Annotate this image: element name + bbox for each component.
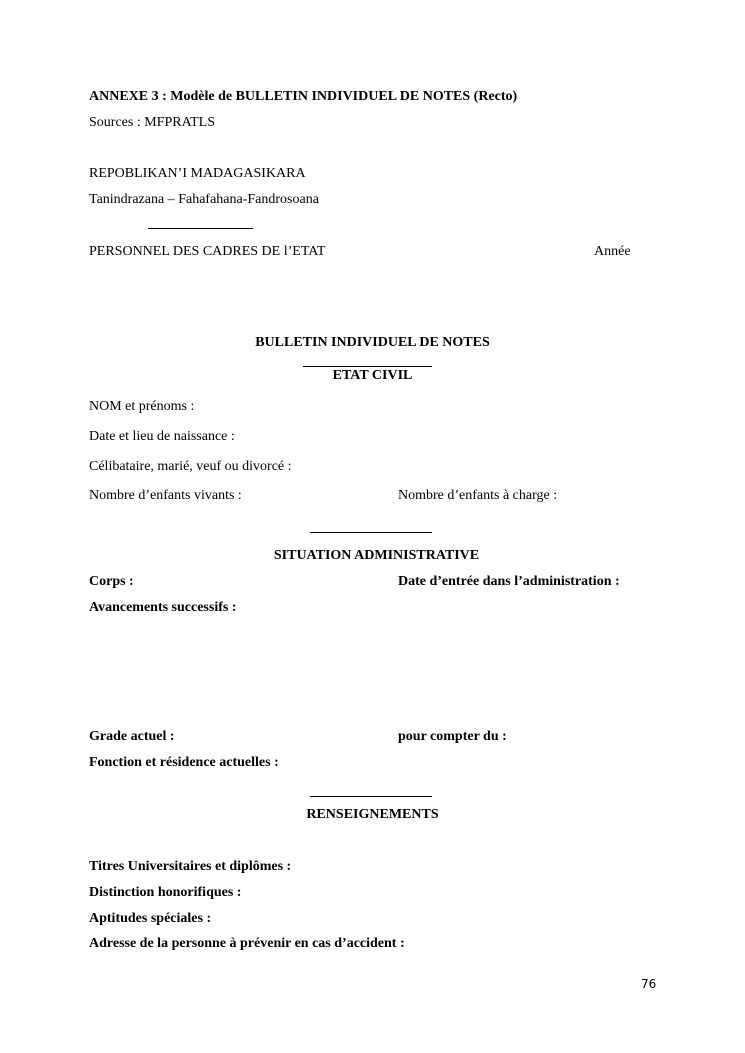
annex-title: ANNEXE 3 : Modèle de BULLETIN INDIVIDUEL DE NOTES (Recto) xyxy=(89,89,518,104)
marital-status-label: Célibataire, marié, veuf ou divorcé : xyxy=(89,459,292,474)
etat-civil-heading: ETAT CIVIL xyxy=(332,368,413,383)
aptitudes-label: Aptitudes spéciales : xyxy=(89,911,212,926)
living-children-label: Nombre d’enfants vivants : xyxy=(89,488,242,503)
titles-label: Titres Universitaires et diplômes : xyxy=(89,859,292,874)
title-divider xyxy=(303,366,432,367)
renseignements-heading: RENSEIGNEMENTS xyxy=(306,807,439,822)
grade-label: Grade actuel : xyxy=(89,729,175,744)
situation-divider xyxy=(310,796,432,797)
birth-field-label: Date et lieu de naissance : xyxy=(89,429,235,444)
personnel-line: PERSONNEL DES CADRES DE l’ETAT xyxy=(89,244,326,259)
etat-civil-divider xyxy=(310,532,432,533)
entry-date-label: Date d’entrée dans l’administration : xyxy=(398,574,620,589)
situation-heading: SITUATION ADMINISTRATIVE xyxy=(273,548,480,563)
country-name: REPOBLIKAN’I MADAGASIKARA xyxy=(89,166,306,181)
national-motto: Tanindrazana – Fahafahana-Fandrosoana xyxy=(89,192,319,207)
year-label: Année xyxy=(594,244,631,259)
emergency-contact-label: Adresse de la personne à prévenir en cas d’accident : xyxy=(89,936,405,951)
page-number: 76 xyxy=(641,977,657,991)
dependent-children-label: Nombre d’enfants à charge : xyxy=(398,488,558,503)
function-label: Fonction et résidence actuelles : xyxy=(89,755,279,770)
name-field-label: NOM et prénoms : xyxy=(89,399,195,414)
distinctions-label: Distinction honorifiques : xyxy=(89,885,242,900)
sources-line: Sources : MFPRATLS xyxy=(89,115,216,130)
bulletin-title: BULLETIN INDIVIDUEL DE NOTES xyxy=(255,335,490,350)
corps-label: Corps : xyxy=(89,574,134,589)
motto-divider xyxy=(148,228,253,229)
promotions-label: Avancements successifs : xyxy=(89,600,237,615)
since-date-label: pour compter du : xyxy=(398,729,507,744)
